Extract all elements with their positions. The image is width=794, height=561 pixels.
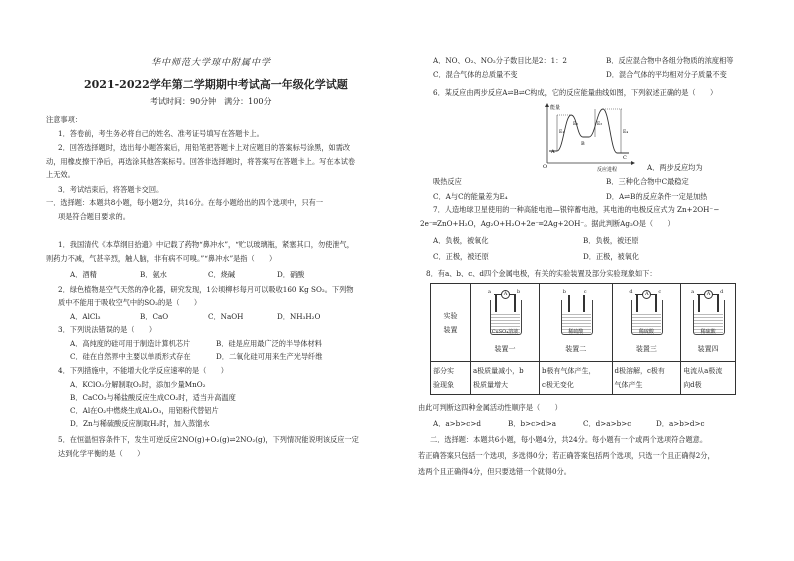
q5-option-b: B．反应混合物中各组分物质的浓度相等	[606, 56, 734, 65]
beaker-2: b c 稀硫酸	[557, 292, 595, 338]
school-name: 华中师范大学琼中附属中学	[151, 58, 272, 68]
note-1: 1．答卷前，考生务必将自己的姓名、准考证号填写在答题卡上。	[58, 129, 264, 138]
q7-line2: 2e⁻═ZnO+H₂O，Ag₂O+H₂O+2e⁻═2Ag+2OH⁻。据此判断Ag₂O是（ ）	[420, 219, 675, 228]
notes-heading: 注意事项：	[46, 115, 82, 124]
q5-option-a: A．NO、O₂、NO₂分子数目比是2：1：2	[433, 56, 567, 65]
q4-option-b: B．CaCO₃与稀盐酸反应生成CO₂时，适当升高温度	[70, 393, 236, 402]
q1-option-c: C．烧碱	[208, 270, 236, 279]
q3-option-c: C．硅在自然界中主要以单质形式存在	[70, 352, 191, 361]
q1-line1: 1．我国清代《本草纲目拾遗》中记载了药物“鼻冲水”，“贮以玻璃瓶，紧塞其口，勿使泄气，	[58, 240, 354, 249]
q8-line1: 8．有a、b、c、d四个金属电极，有关的实验装置及部分实验现象如下：	[426, 269, 657, 278]
q2-option-b: B．CaO	[140, 312, 169, 321]
note-2b: 动，用橡皮擦干净后，再选涂其他答案标号。回答非选择题时，将答案写在答题卡上。写在本试卷	[46, 157, 356, 166]
q7-option-a: A．负极，被氧化	[433, 236, 489, 245]
note-2c: 上无效。	[46, 170, 75, 179]
table-row-head-devices: 实验装置	[431, 284, 471, 362]
q1-option-a: A．酒精	[70, 270, 97, 279]
section2-line1: 二．选择题：本题共6小题，每小题4分，共24分。每小题有一个或两个选项符合题意。	[430, 435, 708, 444]
svg-text:B: B	[581, 141, 585, 147]
svg-text:C: C	[623, 155, 627, 161]
q6-line1: 6．某反应由两步反应A⇌B⇌C构成，它的反应能量曲线如图，下列叙述正确的是（ ）	[433, 88, 718, 97]
table-row-head-observations: 部分实 验现象	[431, 362, 471, 395]
q4-option-a: A．KClO₃分解制取O₂时，添加少量MnO₂	[70, 380, 206, 389]
q8-option-c: C．d>a>b>c	[583, 419, 632, 428]
observation-1: a极质量减小，b 极质量增大	[471, 362, 540, 395]
svg-text:E₄: E₄	[623, 130, 629, 135]
beaker-3: A d c 稀硫酸	[627, 292, 665, 338]
device-4	[681, 284, 736, 362]
section2-line3: 选两个且正确得4分，但只要选错一个就得0分。	[418, 467, 571, 476]
device-4-caption: 装置四	[697, 344, 719, 353]
progress-axis-label: 反应进程	[597, 167, 618, 173]
q3-line1: 3．下列说法错误的是（ ）	[58, 325, 157, 334]
energy-axis-label: 能量	[550, 105, 561, 111]
q8-option-a: A．a>b>c>d	[433, 419, 481, 428]
beaker-1: A a b CuSO₄溶液	[488, 288, 521, 335]
note-3: 3．考试结束后，将答题卡交回。	[58, 185, 164, 194]
q8-option-d: D．a>b>d>c	[656, 419, 705, 428]
device-2-caption: 装置二	[565, 344, 587, 353]
q4-option-d: D．Zn与稀硫酸反应制取H₂时，加入蒸馏水	[70, 419, 210, 428]
q7-option-c: C．正极，被还原	[433, 252, 489, 261]
q2-option-c: C．NaOH	[208, 312, 244, 321]
q1-option-d: D．硝酸	[277, 270, 305, 279]
q5-option-c: C．混合气体的总质量不变	[433, 70, 518, 79]
observation-3: d极溶解，c极有 气体产生	[612, 362, 681, 395]
q2-line2: 质中不能用于吸收空气中的SO₂的是（ ）	[58, 298, 202, 307]
observation-2: b极有气体产生， c极无变化	[540, 362, 613, 395]
q6-option-a: A．两步反应均为	[647, 163, 703, 172]
q3-option-a: A．高纯度的硅可用于制造计算机芯片	[70, 339, 191, 348]
device-1-caption: 装置一	[494, 344, 516, 353]
svg-text:O: O	[543, 164, 548, 170]
q4-option-c: C．Al在O₂中燃烧生成Al₂O₃，用铝粉代替铝片	[70, 406, 219, 415]
q2-option-a: A．AlCl₃	[70, 312, 101, 321]
q6-option-d: D．A⇌B的反应条件一定是加热	[606, 192, 708, 201]
q8-conclusion: 由此可判断这四种金属活动性顺序是（ ）	[418, 403, 562, 412]
q5-line1: 5．在恒温恒容条件下，发生可逆反应2NO(g)+O₂(g)⇌2NO₂(g)，下列情况能说明该反应一定	[58, 435, 359, 444]
q5-line2: 达到化学平衡的是（ ）	[58, 449, 145, 458]
exam-info: 考试时间：90分钟 满分：100分	[150, 97, 272, 106]
observation-4: 电流从a极流 向d极	[681, 362, 736, 395]
section1-line1: 一．选择题：本题共8小题，每小题2分，共16分。在每小题给出的四个选项中，只有一	[46, 198, 324, 207]
section1-line2: 项是符合题目要求的。	[58, 212, 130, 221]
exam-title: 2021-2022学年第二学期期中考试高一年级化学试题	[84, 78, 348, 91]
q7-option-d: D．正极，被氧化	[583, 252, 640, 261]
q6-option-b: B．三种化合物中C最稳定	[606, 177, 689, 186]
device-2	[540, 284, 613, 362]
device-3	[612, 284, 681, 362]
q7-option-b: B．负极，被还原	[583, 236, 639, 245]
q3-option-d: D．二氧化硅可用来生产光导纤维	[216, 352, 323, 361]
energy-diagram	[537, 101, 637, 173]
svg-text:E₃: E₃	[597, 122, 603, 127]
svg-text:E₁: E₁	[559, 130, 565, 135]
q3-option-b: B．硅是应用最广泛的半导体材料	[216, 339, 322, 348]
q6-option-c: C．A与C的能量差为E₄	[433, 192, 508, 201]
device-3-caption: 装置三	[635, 344, 657, 353]
q2-option-d: D．NH₃H₂O	[277, 312, 321, 321]
svg-text:E₂: E₂	[573, 122, 579, 127]
q6-option-a-cont: 吸热反应	[433, 177, 462, 186]
note-2a: 2．回答选择题时，选出每小题答案后，用铅笔把答题卡上对应题目的答案标号涂黑，如需改	[58, 143, 351, 152]
section2-line2: 若正确答案只包括一个选项，多选得0分；若正确答案包括两个选项，只选一个且正确得2分，	[418, 451, 715, 460]
q4-line1: 4．下列措施中，不能增大化学反应速率的是（ ）	[58, 366, 228, 375]
svg-text:A: A	[551, 149, 555, 155]
q8-option-b: B．b>c>d>a	[508, 419, 557, 428]
q5-option-d: D．混合气体的平均相对分子质量不变	[606, 70, 727, 79]
q1-line2: 则药力不减，气甚辛烈，触人脑，非有病不可嗅。”“鼻冲水”是指（ ）	[46, 254, 277, 263]
device-1	[471, 284, 540, 362]
q2-line1: 2．绿色植物是空气天然的净化器，研究发现，1公顷柳杉每月可以吸收160 Kg SO₂。下列物	[58, 285, 354, 294]
beaker-4: A a d 稀硫酸	[691, 288, 724, 335]
q7-line1: 7．人造地球卫星使用的一种高能电池—银锌蓄电池，其电池的电极反应式为 Zn+2OH⁻−	[433, 205, 720, 214]
q1-option-b: B．氨水	[140, 270, 167, 279]
experiment-table	[430, 283, 736, 395]
